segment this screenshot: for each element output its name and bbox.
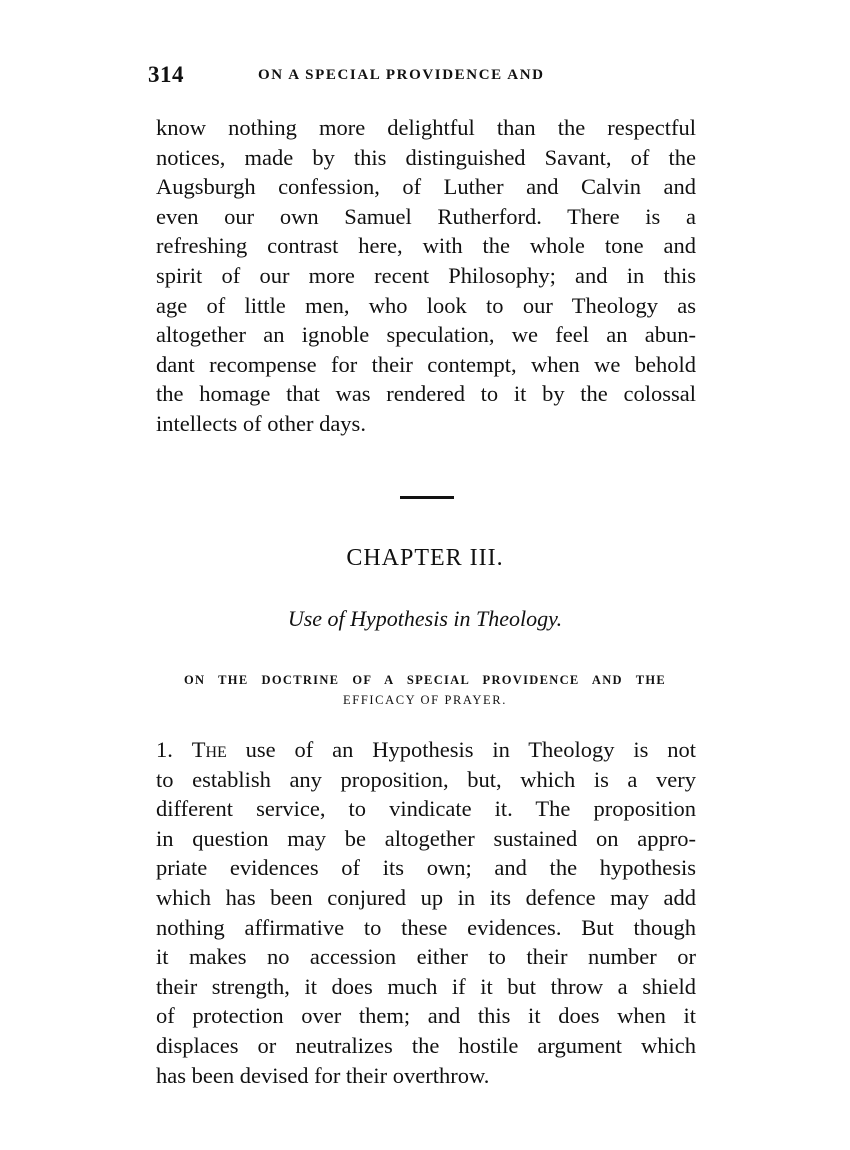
text-line: it makes no accession either to their number or: [156, 944, 696, 970]
text-line: know nothing more delightful than the respectful: [156, 115, 696, 140]
text-line: of protection over them; and this it does when it: [156, 1003, 696, 1029]
section-heading-line-2: EFFICACY OF PRAYER.: [343, 693, 507, 707]
text-line: which has been conjured up in its defence may add: [156, 884, 696, 910]
section-heading-line-1: ON THE DOCTRINE OF A SPECIAL PROVIDENCE AND THE: [184, 673, 666, 687]
text-line-first: [156, 735, 696, 765]
page-number: 314: [148, 62, 184, 87]
text-line: nothing affirmative to these evidences. But though: [156, 914, 696, 940]
text-line: Augsburgh confession, of Luther and Calvin and: [156, 174, 696, 200]
text-line: different service, to vindicate it. The proposition: [156, 796, 696, 822]
text-line: age of little men, who look to our Theology as: [156, 292, 696, 318]
text-line: in question may be altogether sustained on appro-: [156, 825, 696, 851]
first-line-rest: use of an Hypothesis in Theology is not: [245, 737, 696, 762]
running-title: ON A SPECIAL PROVIDENCE AND: [258, 67, 545, 83]
text-line: spirit of our more recent Philosophy; and in this: [156, 262, 696, 288]
text-line: notices, made by this distinguished Savant, of the: [156, 144, 696, 170]
text-line: the homage that was rendered to it by the colossal: [156, 381, 696, 407]
paragraph-number: 1.: [156, 737, 173, 762]
running-head: [148, 62, 708, 92]
text-line: even our own Samuel Rutherford. There is a: [156, 203, 696, 229]
text-line: has been devised for their overthrow.: [156, 1062, 490, 1088]
text-line: to establish any proposition, but, which is a very: [156, 766, 696, 792]
text-line: intellects of other days.: [156, 410, 366, 436]
chapter-heading: CHAPTER III.: [346, 545, 504, 571]
paragraph-2: [156, 735, 696, 1090]
text-line: dant recompense for their contempt, when we behold: [156, 351, 696, 377]
text-line: altogether an ignoble speculation, we feel an abun-: [156, 322, 696, 348]
text-line: priate evidences of its own; and the hypothesis: [156, 855, 696, 881]
paragraph-1: [156, 113, 696, 439]
chapter-subtitle: Use of Hypothesis in Theology.: [287, 606, 563, 631]
text-line: displaces or neutralizes the hostile argument which: [156, 1032, 696, 1058]
section-divider: [400, 496, 454, 499]
first-word: The: [191, 737, 227, 762]
text-line: their strength, it does much if it but throw a shield: [156, 973, 696, 999]
text-line: refreshing contrast here, with the whole tone and: [156, 233, 696, 259]
